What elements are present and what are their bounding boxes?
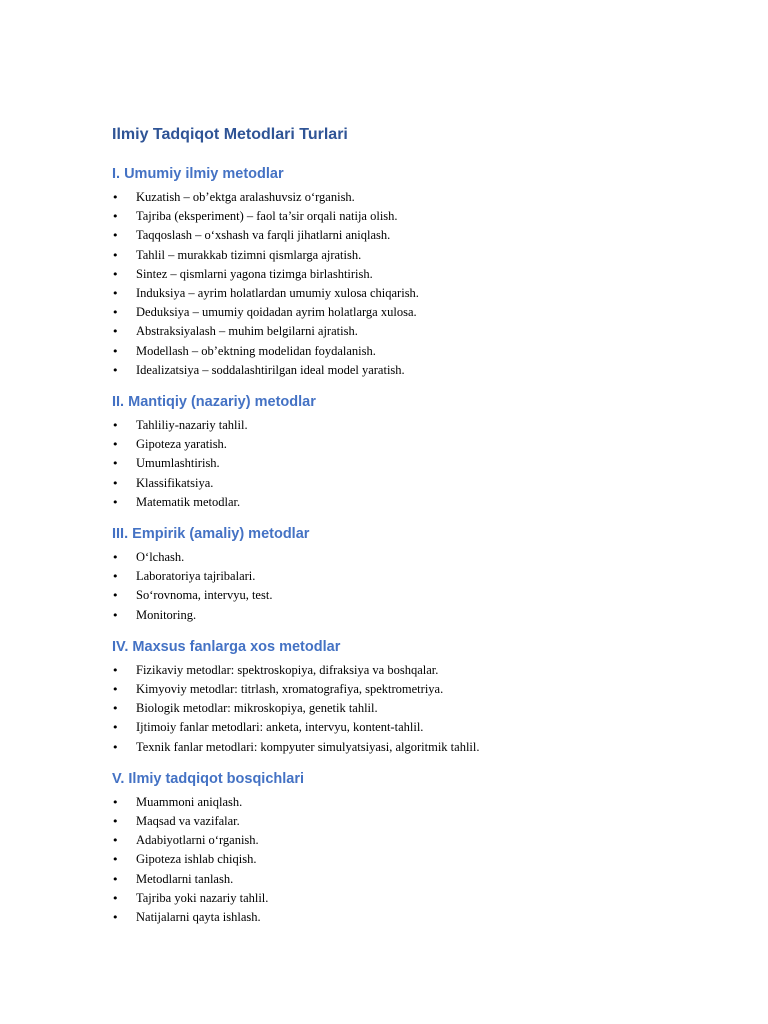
list-item: [112, 188, 708, 207]
list-item-text: Tahliliy-nazariy tahlil.: [136, 418, 248, 433]
list-item-text: Laboratoriya tajribalari.: [136, 569, 256, 584]
section: [112, 524, 708, 625]
list-item: [112, 680, 708, 699]
bullet-icon: •: [112, 476, 119, 490]
section-heading: II. Mantiqiy (nazariy) metodlar: [112, 394, 316, 411]
list-item: [112, 831, 708, 850]
list-item: [112, 303, 708, 322]
list-item: [112, 908, 708, 927]
bullet-icon: •: [112, 551, 119, 565]
list-item: [112, 889, 708, 908]
list-item: [112, 586, 708, 605]
bullet-icon: •: [112, 853, 119, 867]
list-item-text: Texnik fanlar metodlari: kompyuter simulyatsiyasi, algoritmik tahlil.: [136, 739, 480, 754]
bullet-icon: •: [112, 872, 119, 886]
list-item: [112, 474, 708, 493]
list-item: [112, 718, 708, 737]
bullet-icon: •: [112, 663, 119, 677]
list-item-text: Idealizatsiya – soddalashtirilgan ideal model yaratish.: [136, 362, 405, 377]
sections-container: [112, 164, 708, 927]
bullet-icon: •: [112, 721, 119, 735]
bullet-icon: •: [112, 589, 119, 603]
list-item: [112, 812, 708, 831]
bullet-icon: •: [112, 191, 119, 204]
bullet-icon: •: [112, 306, 119, 320]
list-item: [112, 342, 708, 361]
bullet-icon: •: [112, 795, 119, 809]
bullet-icon: •: [112, 891, 119, 905]
list-item-text: Tajriba (eksperiment) – faol ta’sir orqali natija olish.: [136, 209, 398, 224]
list-item: [112, 416, 708, 435]
list-item-text: Adabiyotlarni o‘rganish.: [136, 833, 259, 848]
list-item: [112, 850, 708, 869]
bullet-list: [112, 416, 708, 512]
bullet-list: [112, 548, 708, 625]
section-heading: III. Empirik (amaliy) metodlar: [112, 526, 310, 543]
list-item-text: Induksiya – ayrim holatlardan umumiy xulosa chiqarish.: [136, 286, 419, 301]
bullet-list: [112, 793, 708, 927]
bullet-icon: •: [112, 702, 119, 716]
bullet-icon: •: [112, 325, 119, 339]
list-item: [112, 454, 708, 473]
list-item: [112, 793, 708, 812]
list-item-text: Metodlarni tanlash.: [136, 871, 234, 886]
list-item: [112, 548, 708, 567]
list-item-text: Ijtimoiy fanlar metodlari: anketa, intervyu, kontent-tahlil.: [136, 720, 424, 735]
bullet-icon: •: [112, 419, 119, 433]
list-item-text: Tahlil – murakkab tizimni qismlarga ajratish.: [136, 247, 362, 262]
section: [112, 637, 708, 757]
section-heading: V. Ilmiy tadqiqot bosqichlari: [112, 770, 305, 787]
list-item-text: Kuzatish – ob’ektga aralashuvsiz o‘rganish.: [136, 190, 355, 204]
bullet-icon: •: [112, 287, 119, 301]
list-item: [112, 435, 708, 454]
bullet-icon: •: [112, 495, 119, 509]
list-item: [112, 246, 708, 265]
section: [112, 769, 708, 927]
list-item: [112, 493, 708, 512]
list-item: [112, 284, 708, 303]
list-item-text: O‘lchash.: [136, 550, 185, 565]
bullet-icon: •: [112, 457, 119, 471]
bullet-icon: •: [112, 363, 119, 377]
bullet-icon: •: [112, 229, 119, 243]
list-item: [112, 361, 708, 380]
section: [112, 392, 708, 512]
bullet-icon: •: [112, 248, 119, 262]
list-item: [112, 699, 708, 718]
list-item-text: Sintez – qismlarni yagona tizimga birlashtirish.: [136, 266, 373, 281]
bullet-list: [112, 188, 708, 380]
list-item-text: Muammoni aniqlash.: [136, 794, 243, 809]
list-item: [112, 661, 708, 680]
list-item-text: Natijalarni qayta ishlash.: [136, 910, 261, 925]
list-item: [112, 265, 708, 284]
list-item: [112, 567, 708, 586]
list-item-text: Monitoring.: [136, 607, 197, 622]
bullet-icon: •: [112, 815, 119, 829]
section: [112, 164, 708, 380]
list-item: [112, 738, 708, 757]
list-item-text: Modellash – ob’ektning modelidan foydalanish.: [136, 343, 376, 358]
list-item-text: Tajriba yoki nazariy tahlil.: [136, 890, 269, 905]
list-item-text: Maqsad va vazifalar.: [136, 814, 240, 829]
list-item-text: Gipoteza yaratish.: [136, 437, 227, 452]
bullet-icon: •: [112, 438, 119, 452]
list-item-text: Taqqoslash – o‘xshash va farqli jihatlarni aniqlash.: [136, 228, 391, 243]
bullet-icon: •: [112, 210, 119, 224]
section-heading: I. Umumiy ilmiy metodlar: [112, 166, 284, 182]
list-item-text: Gipoteza ishlab chiqish.: [136, 852, 257, 867]
bullet-icon: •: [112, 608, 119, 622]
list-item-text: Biologik metodlar: mikroskopiya, genetik tahlil.: [136, 701, 378, 716]
bullet-icon: •: [112, 683, 119, 697]
list-item-text: Deduksiya – umumiy qoidadan ayrim holatlarga xulosa.: [136, 305, 417, 320]
list-item-text: Matematik metodlar.: [136, 494, 241, 509]
list-item-text: Fizikaviy metodlar: spektroskopiya, difraksiya va boshqalar.: [136, 662, 439, 677]
list-item: [112, 226, 708, 245]
list-item: [112, 322, 708, 341]
bullet-icon: •: [112, 740, 119, 754]
bullet-icon: •: [112, 267, 119, 281]
list-item: [112, 606, 708, 625]
list-item: [112, 207, 708, 226]
document-title: Ilmiy Tadqiqot Metodlari Turlari: [112, 126, 348, 143]
section-heading: IV. Maxsus fanlarga xos metodlar: [112, 638, 341, 655]
bullet-icon: •: [112, 570, 119, 584]
bullet-icon: •: [112, 834, 119, 848]
list-item-text: Umumlashtirish.: [136, 456, 220, 471]
list-item-text: So‘rovnoma, intervyu, test.: [136, 588, 273, 603]
list-item: [112, 870, 708, 889]
bullet-list: [112, 661, 708, 757]
bullet-icon: •: [112, 911, 119, 925]
list-item-text: Klassifikatsiya.: [136, 475, 214, 490]
list-item-text: Kimyoviy metodlar: titrlash, xromatografiya, spektrometriya.: [136, 682, 444, 697]
bullet-icon: •: [112, 344, 119, 358]
list-item-text: Abstraksiyalash – muhim belgilarni ajratish.: [136, 324, 358, 339]
